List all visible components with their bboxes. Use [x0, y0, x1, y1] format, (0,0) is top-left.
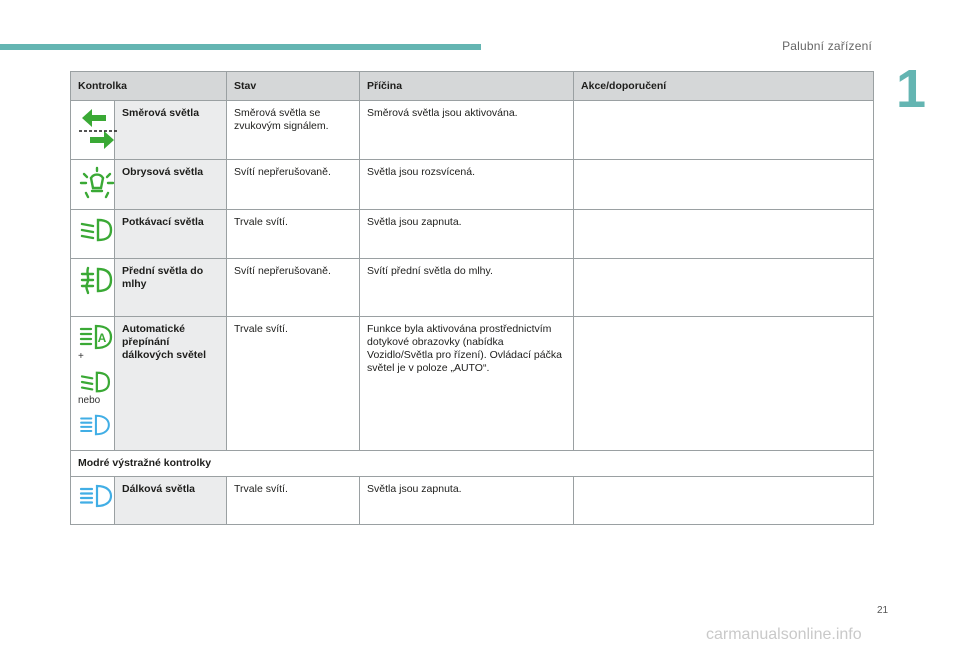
- table-row: [71, 101, 874, 160]
- column-header-akce: Akce/doporučení: [574, 72, 874, 101]
- position-lights-icon: [78, 166, 116, 202]
- top-accent-bar: [0, 44, 481, 50]
- cause-text: Světla jsou zapnuta.: [360, 477, 574, 525]
- icon-cell: [71, 477, 115, 525]
- state-text: Trvale svítí.: [227, 477, 360, 525]
- warning-lights-table: [70, 71, 874, 525]
- light-name: Potkávací světla: [115, 210, 227, 259]
- table-header-row: [71, 72, 874, 101]
- light-name: Směrová světla: [115, 101, 227, 160]
- icon-cell: [71, 101, 115, 160]
- plus-sign: +: [78, 351, 84, 362]
- dipped-beam-icon: [78, 369, 112, 395]
- cause-text: Funkce byla aktivována prostřednictvím dotykové obrazovky (nabídka Vozidlo/Světla pro řízení). Ovládací páčka světel je v poloze „AUTO“.: [360, 317, 574, 451]
- cause-text: Světla jsou zapnuta.: [360, 210, 574, 259]
- dipped-beam-icon: [78, 216, 114, 244]
- column-header-kontrolka: Kontrolka: [71, 72, 227, 101]
- action-text: [574, 160, 874, 210]
- action-text: [574, 477, 874, 525]
- state-text: Svítí nepřerušovaně.: [227, 259, 360, 317]
- icon-cell: [71, 210, 115, 259]
- icon-cell: [71, 160, 115, 210]
- section-header-row: [71, 451, 874, 477]
- chapter-number: 1: [896, 59, 927, 119]
- turn-signal-arrows-icon: [78, 107, 118, 153]
- table-row: [71, 160, 874, 210]
- light-name: Přední světla do mlhy: [115, 259, 227, 317]
- action-text: [574, 259, 874, 317]
- cause-text: Směrová světla jsou aktivována.: [360, 101, 574, 160]
- section-title: Palubní zařízení: [782, 39, 872, 53]
- state-text: Směrová světla se zvukovým signálem.: [227, 101, 360, 160]
- state-text: Trvale svítí.: [227, 210, 360, 259]
- action-text: [574, 317, 874, 451]
- watermark-link[interactable]: carmanualsonline.info: [706, 626, 862, 643]
- main-beam-icon: [78, 483, 114, 509]
- state-text: Svítí nepřerušovaně.: [227, 160, 360, 210]
- auto-high-beam-icon: [78, 323, 114, 351]
- main-beam-icon: [78, 413, 112, 437]
- light-name: Automatické přepínání dálkových světel: [115, 317, 227, 451]
- cause-text: Světla jsou rozsvícená.: [360, 160, 574, 210]
- front-fog-lights-icon: [78, 265, 114, 295]
- table-row: [71, 317, 874, 451]
- icon-cell: [71, 259, 115, 317]
- cause-text: Svítí přední světla do mlhy.: [360, 259, 574, 317]
- column-header-pricina: Příčina: [360, 72, 574, 101]
- action-text: [574, 101, 874, 160]
- svg-text:A: A: [97, 331, 107, 345]
- state-text: Trvale svítí.: [227, 317, 360, 451]
- blue-warning-lights-title: Modré výstražné kontrolky: [71, 451, 874, 477]
- page-number: 21: [877, 605, 889, 616]
- or-label: nebo: [78, 395, 101, 406]
- light-name: Dálková světla: [115, 477, 227, 525]
- icon-cell: [71, 317, 115, 451]
- action-text: [574, 210, 874, 259]
- table-row: [71, 259, 874, 317]
- light-name: Obrysová světla: [115, 160, 227, 210]
- table-row: [71, 477, 874, 525]
- table-row: [71, 210, 874, 259]
- column-header-stav: Stav: [227, 72, 360, 101]
